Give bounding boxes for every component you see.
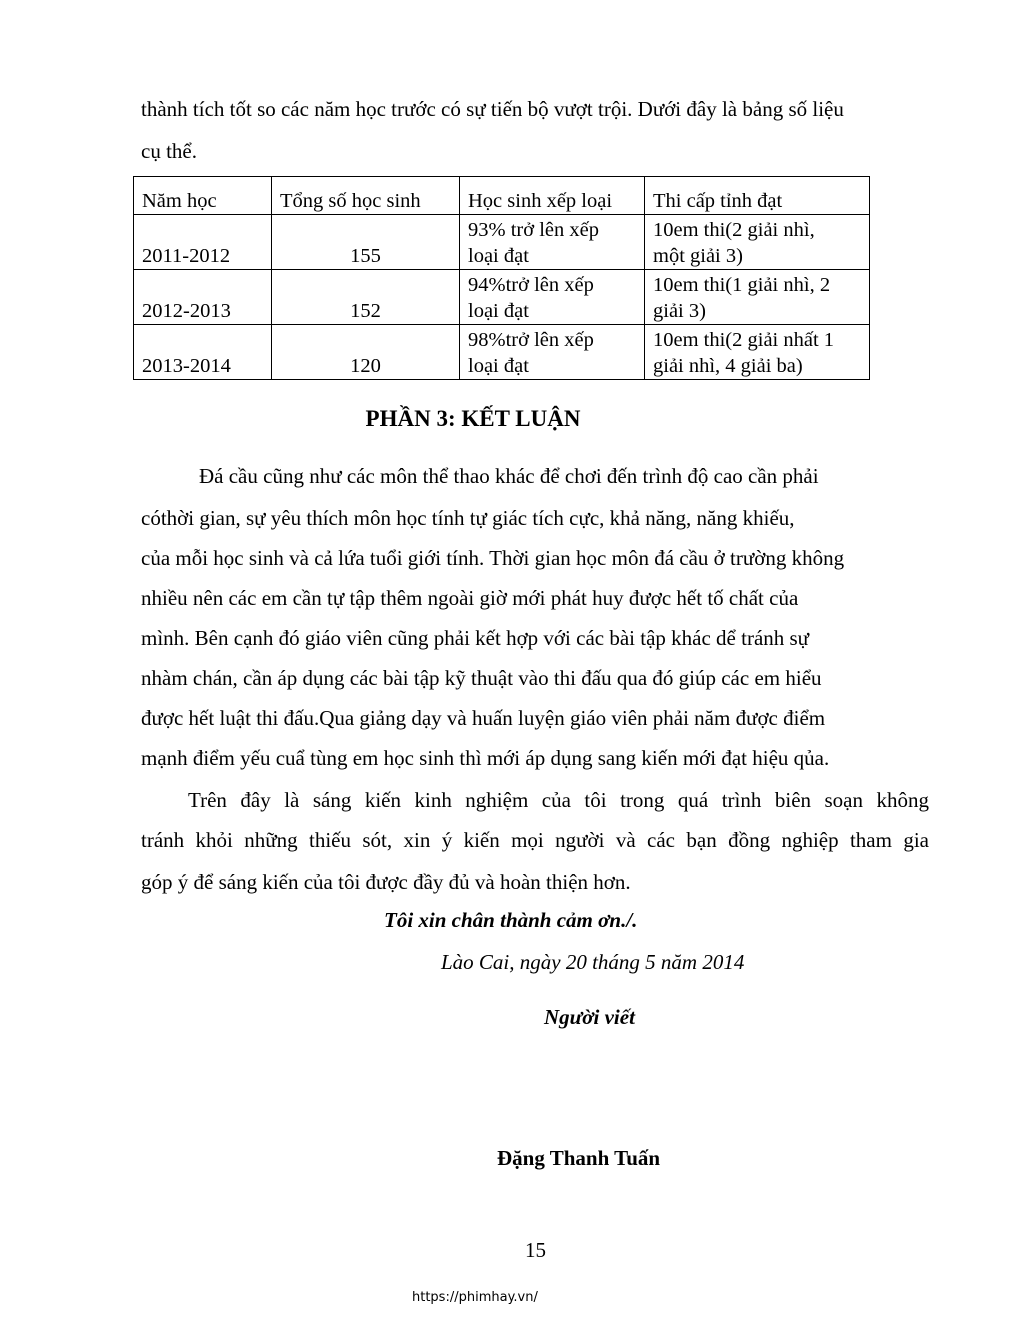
header-total-students: Tổng số học sinh (272, 177, 460, 215)
intro-line-2: cụ thể. (141, 139, 197, 163)
table-row (134, 215, 870, 270)
paragraph-line: của mỗi học sinh và cả lứa tuổi giới tính. Thời gian học môn đá cầu ở trường không (141, 546, 845, 570)
paragraph-line: được hết luật thi đấu.Qua giảng dạy và huấn luyện giáo viên phải năm được điểm (141, 706, 826, 730)
section-heading: PHẦN 3: KẾT LUẬN (365, 406, 581, 431)
cell-award-line: giải 3) (653, 300, 706, 322)
cell-award (645, 215, 870, 270)
paragraph-line: cóthời gian, sự yêu thích môn học tính tự giác tích cực, khả năng, năng khiếu, (141, 506, 795, 530)
cell-year: 2011-2012 (134, 215, 272, 270)
cell-rank-line: 94%trở lên xếp (468, 274, 594, 296)
cell-award-line: giải nhì, 4 giải ba) (653, 355, 803, 377)
closing-thanks: Tôi xin chân thành cảm ơn./. (384, 908, 638, 932)
header-year: Năm học (134, 177, 272, 215)
signer-name: Đặng Thanh Tuấn (497, 1146, 661, 1170)
intro-line-1: thành tích tốt so các năm học trước có sự tiến bộ vượt trội. Dưới đây là bảng số liệu (141, 97, 844, 121)
cell-award (645, 270, 870, 325)
paragraph-line: Đá cầu cũng như các môn thể thao khác để chơi đến trình độ cao cần phải (199, 464, 819, 488)
place-date: Lào Cai, ngày 20 tháng 5 năm 2014 (441, 950, 745, 974)
signer-title: Người viết (544, 1005, 635, 1029)
paragraph-line: Trên đây là sáng kiến kinh nghiệm của tôi trong quá trình biên soạn không (188, 788, 929, 812)
cell-rank-line: loại đạt (468, 245, 529, 267)
table-row (134, 325, 870, 380)
paragraph-line: tránh khỏi những thiếu sót, xin ý kiến mọi người và các bạn đồng nghiệp tham gia (141, 828, 929, 852)
header-province-award: Thi cấp tỉnh đạt (645, 177, 870, 215)
cell-year: 2013-2014 (134, 325, 272, 380)
cell-award-line: một giải 3) (653, 245, 743, 267)
paragraph-line: nhiều nên các em cần tự tập thêm ngoài giờ mới phát huy được hết tố chất của (141, 586, 799, 610)
paragraph-line: mạnh điểm yếu cuẩ tùng em học sinh thì mới áp dụng sang kiến mới đạt hiệu qủa. (141, 746, 830, 770)
cell-total: 120 (272, 325, 460, 380)
table-header-row (134, 177, 870, 215)
cell-rank-line: loại đạt (468, 355, 529, 377)
cell-rank (460, 325, 645, 380)
cell-rank-line: 98%trở lên xếp (468, 329, 594, 351)
header-student-rank: Học sinh xếp loại (460, 177, 645, 215)
cell-rank-line: 93% trở lên xếp (468, 219, 599, 241)
cell-award-line: 10em thi(1 giải nhì, 2 (653, 274, 831, 296)
footer-url: https://phimhay.vn/ (412, 1290, 538, 1305)
cell-total: 155 (272, 215, 460, 270)
paragraph-line: nhàm chán, cần áp dụng các bài tập kỹ thuật vào thi đấu qua đó giúp các em hiểu (141, 666, 822, 690)
cell-year: 2012-2013 (134, 270, 272, 325)
paragraph-line: góp ý để sáng kiến của tôi được đầy đủ và hoàn thiện hơn. (141, 870, 631, 894)
cell-rank (460, 215, 645, 270)
table-row (134, 270, 870, 325)
paragraph-line: mình. Bên cạnh đó giáo viên cũng phải kết hợp với các bài tập khác dể tránh sự (141, 626, 810, 650)
results-table (133, 176, 870, 380)
cell-award-line: 10em thi(2 giải nhất 1 (653, 329, 835, 351)
cell-rank-line: loại đạt (468, 300, 529, 322)
page-number: 15 (525, 1238, 546, 1262)
cell-total: 152 (272, 270, 460, 325)
cell-award (645, 325, 870, 380)
cell-award-line: 10em thi(2 giải nhì, (653, 219, 815, 241)
cell-rank (460, 270, 645, 325)
